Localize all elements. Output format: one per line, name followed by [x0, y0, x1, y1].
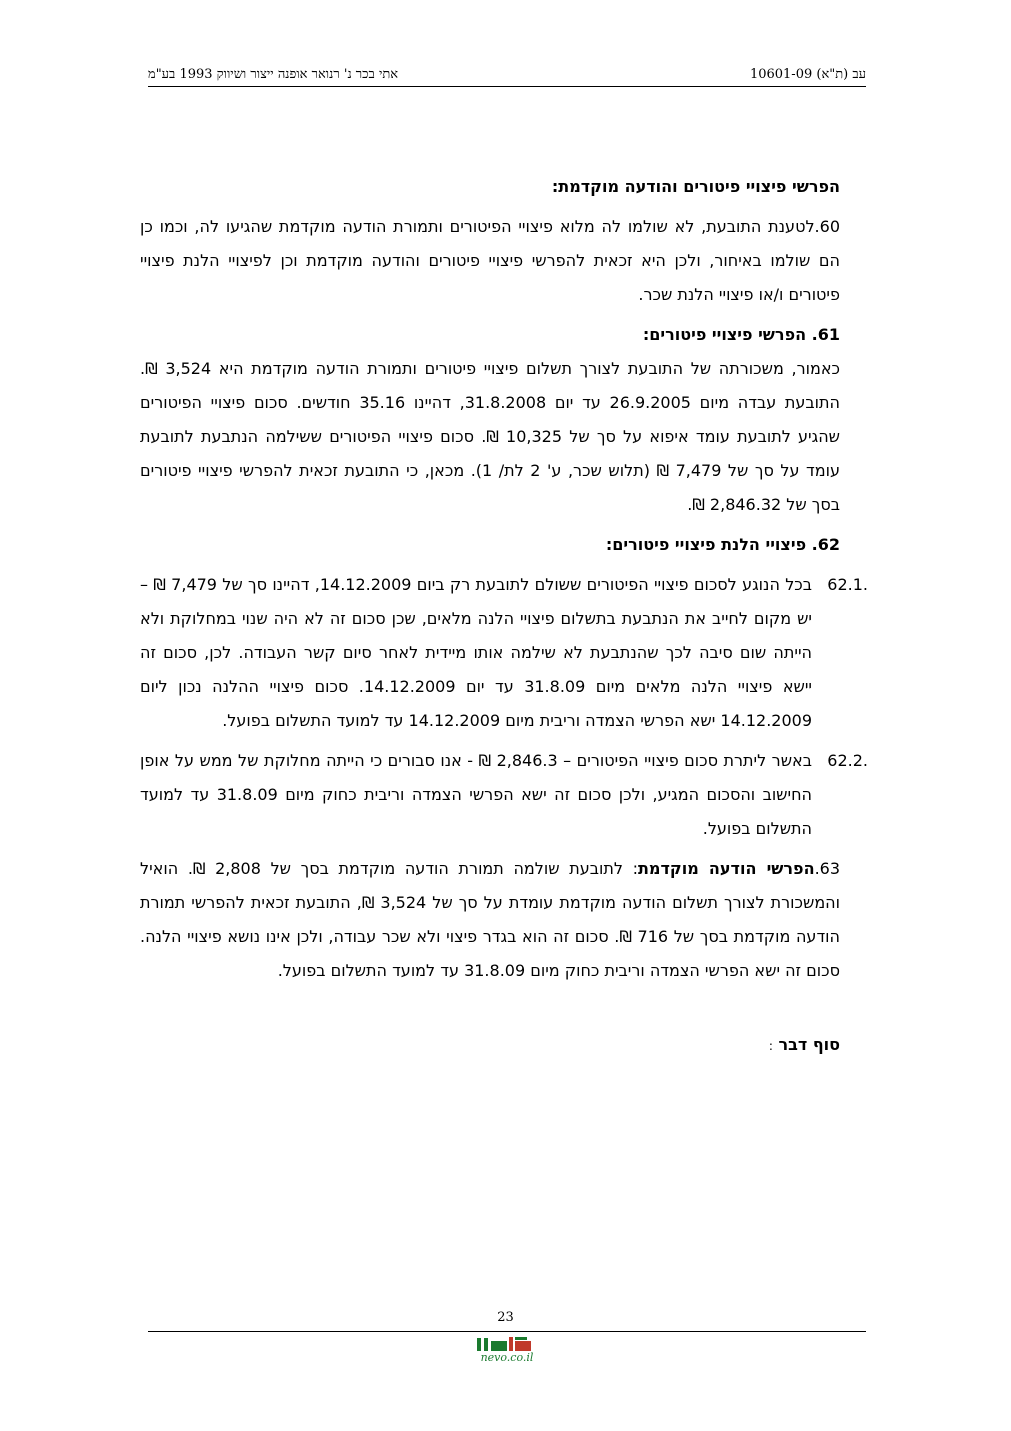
- subparagraph-number: 62.2.: [827, 751, 868, 770]
- page-header: [148, 66, 866, 87]
- section-heading-severance-notice: הפרשי פיצויי פיטורים והודעה מוקדמת:: [551, 177, 840, 196]
- section-heading-62: 62. פיצויי הלנת פיצויי פיטורים:: [605, 535, 840, 554]
- paragraph-63: [140, 852, 840, 988]
- nevo-logo: [465, 1335, 549, 1365]
- page-number: 23: [497, 1310, 514, 1325]
- case-title: אתי בכר נ' רנואר אופנה ייצור ושיווק 1993 בע"מ: [148, 67, 399, 82]
- footer-divider: [148, 1331, 866, 1332]
- subparagraph-text: באשר ליתרת סכום פיצויי הפיטורים – 2,846.3 ₪ - אנו סבורים כי הייתה מחלוקת של ממש על אופן החישוב והסכום המגיע, ולכן סכום זה ישא הפרשי הצמדה וריבית כחוק מיום 31.8.09 עד למועד התשלום בפועל.: [140, 751, 812, 838]
- subparagraph-text: בכל הנוגע לסכום פיצויי הפיטורים ששולם לתובעת רק ביום 14.12.2009, דהיינו סך של 7,479 ₪ – יש מקום לחייב את הנתבעת בתשלום פיצויי הלנה מלאים, שכן סכום זה לא היה שנוי במחלוקת ולא הייתה שום סיבה לכך שהנתבעת לא שילמה אותו מיידית לאחר סיום קשר העבודה. לכן, סכום זה יישא פיצויי הלנה מלאים מיום 31.8.09 עד יום 14.12.2009. סכום פיצויי ההלנה נכון ליום 14.12.2009 ישא הפרשי הצמדה וריבית מיום 14.12.2009 עד למועד התשלום בפועל.: [140, 575, 813, 730]
- paragraph-number: 60.: [814, 217, 840, 236]
- subparagraph-number: 62.1.: [827, 575, 868, 594]
- paragraph-label: הפרשי הודעה מוקדמת: [638, 859, 815, 878]
- paragraph-61: כאמור, משכורתה של התובעת לצורך תשלום פיצויי פיטורים ותמורת הודעה מוקדמת היא 3,524 ₪. התובעת עבדה מיום 26.9.2005 עד יום 31.8.2008, דהיינו 35.16 חודשים. סכום פיצויי הפיטורים שהגיע לתובעת עומד איפוא על סך של 10,325 ₪. סכום פיצויי הפיטורים ששילמה הנתבעת לתובעת עומד על סך של 7,479 ₪ (תלוש שכר, ע' 2 לת/ 1). מכאן, כי התובעת זכאית להפרשי פיצויי פיטורים בסך של 2,846.32 ₪.: [140, 359, 841, 514]
- paragraph-text: : לתובעת שולמה תמורת הודעה מוקדמת בסך של 2,808 ₪. הואיל והמשכורת לצורך תשלום הודעה מוקדמת עומדת על סך של 3,524 ₪, התובעת זכאית להפרשי תמורת הודעה מוקדמת בסך של 716 ₪. סכום זה הוא בגדר פיצוי ולא שכר עבודה, ולכן אינו נושא פיצויי הלנה. סכום זה ישא הפרשי הצמדה וריבית כחוק מיום 31.8.09 עד למועד התשלום בפועל.: [140, 859, 840, 980]
- paragraph-text: לטענת התובעת, לא שולמו לה מלוא פיצויי הפיטורים ותמורת הודעה מוקדמת שהגיעו לה, וכמו כן הם שולמו באיחור, ולכן היא זכאית להפרשי פיצויי פיטורים והודעה מוקדמת וכן לפיצויי הלנת פיצויי פיטורים ו/או פיצויי הלנת שכר.: [140, 217, 840, 304]
- section-heading-conclusion: [140, 1028, 840, 1063]
- document-body: [140, 170, 868, 1063]
- paragraph-number: 63.: [814, 859, 841, 878]
- case-number: עב (ת"א) 10601-09: [749, 67, 866, 82]
- subparagraph-62-2: [140, 744, 868, 846]
- section-heading-61: 61. הפרשי פיצויי פיטורים:: [642, 325, 840, 344]
- paragraph-60: [140, 210, 840, 312]
- conclusion-colon: :: [768, 1039, 773, 1053]
- subparagraph-62-1: [140, 568, 868, 738]
- conclusion-title: סוף דבר: [778, 1035, 840, 1054]
- nevo-logo-word: nevo.co.il: [480, 1351, 534, 1364]
